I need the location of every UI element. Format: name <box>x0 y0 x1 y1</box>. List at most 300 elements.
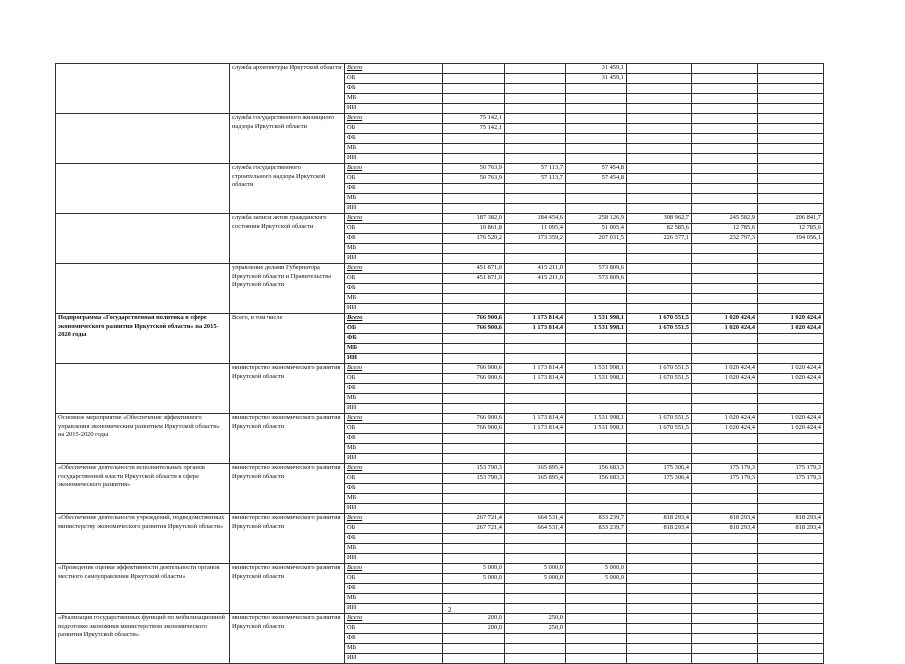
amount-cell <box>692 254 758 264</box>
amount-cell <box>443 254 505 264</box>
amount-cell <box>758 604 824 614</box>
amount-cell <box>758 544 824 554</box>
funding-source-cell: ИИ <box>345 654 443 664</box>
amount-cell <box>627 154 692 164</box>
amount-cell: 31 459,1 <box>566 64 627 74</box>
amount-cell <box>692 624 758 634</box>
amount-cell <box>505 654 566 664</box>
amount-cell <box>505 494 566 504</box>
executor-cell: министерство экономического развития Иркутской области <box>230 614 345 664</box>
executor-cell: министерство экономического развития Иркутской области <box>230 564 345 614</box>
amount-cell <box>566 604 627 614</box>
amount-cell: 187 382,0 <box>443 214 505 224</box>
amount-cell: 1 670 551,5 <box>627 324 692 334</box>
amount-cell <box>758 124 824 134</box>
amount-cell <box>758 434 824 444</box>
amount-cell <box>566 204 627 214</box>
amount-cell <box>692 304 758 314</box>
funding-source-cell: ИИ <box>345 504 443 514</box>
amount-cell: 175 306,4 <box>627 464 692 474</box>
amount-cell <box>692 334 758 344</box>
program-name-cell <box>56 264 230 314</box>
amount-cell: 766 900,6 <box>443 424 505 434</box>
amount-cell: 1 173 814,4 <box>505 314 566 324</box>
amount-cell: 5 000,0 <box>505 564 566 574</box>
amount-cell <box>505 94 566 104</box>
amount-cell <box>505 644 566 654</box>
amount-cell <box>566 284 627 294</box>
amount-cell <box>505 544 566 554</box>
funding-source-cell: ИИ <box>345 204 443 214</box>
amount-cell <box>505 154 566 164</box>
amount-cell <box>692 494 758 504</box>
program-name-cell <box>56 164 230 214</box>
amount-cell: 153 790,3 <box>443 464 505 474</box>
amount-cell <box>692 134 758 144</box>
amount-cell: 1 020 424,4 <box>758 364 824 374</box>
amount-cell <box>566 654 627 664</box>
program-name-cell: Подпрограмма «Государственная политика в сфере экономического развития Иркутской области» на 2015-2020 годы <box>56 314 230 364</box>
amount-cell <box>758 354 824 364</box>
amount-cell <box>443 384 505 394</box>
amount-cell <box>566 454 627 464</box>
amount-cell <box>627 104 692 114</box>
table-row <box>56 514 824 524</box>
funding-source-cell: МБ <box>345 144 443 154</box>
amount-cell <box>566 184 627 194</box>
amount-cell <box>627 434 692 444</box>
executor-cell: министерство экономического развития Иркутской области <box>230 364 345 414</box>
amount-cell <box>692 74 758 84</box>
amount-cell: 82 585,6 <box>627 224 692 234</box>
amount-cell <box>505 394 566 404</box>
amount-cell <box>758 534 824 544</box>
amount-cell <box>692 614 758 624</box>
funding-source-cell: ИИ <box>345 354 443 364</box>
funding-source-cell: ОБ <box>345 524 443 534</box>
funding-source-cell: ФБ <box>345 234 443 244</box>
amount-cell <box>758 104 824 114</box>
funding-source-cell: ФБ <box>345 284 443 294</box>
amount-cell <box>627 384 692 394</box>
funding-source-cell: ОБ <box>345 224 443 234</box>
funding-source-cell: Всего <box>345 564 443 574</box>
amount-cell <box>627 634 692 644</box>
amount-cell: 1 020 424,4 <box>758 314 824 324</box>
amount-cell <box>443 104 505 114</box>
amount-cell: 5 000,0 <box>443 574 505 584</box>
funding-source-cell: Всего <box>345 464 443 474</box>
amount-cell <box>692 114 758 124</box>
amount-cell: 10 861,8 <box>443 224 505 234</box>
amount-cell <box>443 434 505 444</box>
amount-cell <box>758 174 824 184</box>
amount-cell <box>505 114 566 124</box>
amount-cell: 207 031,5 <box>566 234 627 244</box>
amount-cell: 165 895,4 <box>505 464 566 474</box>
amount-cell <box>627 74 692 84</box>
amount-cell <box>443 74 505 84</box>
amount-cell <box>692 654 758 664</box>
amount-cell: 57 454,8 <box>566 164 627 174</box>
amount-cell <box>627 94 692 104</box>
program-name-cell <box>56 214 230 264</box>
amount-cell <box>443 354 505 364</box>
amount-cell <box>627 184 692 194</box>
funding-source-cell: ИИ <box>345 454 443 464</box>
amount-cell: 200,0 <box>443 614 505 624</box>
amount-cell: 156 683,3 <box>566 474 627 484</box>
amount-cell <box>566 354 627 364</box>
funding-source-cell: МБ <box>345 94 443 104</box>
amount-cell <box>758 154 824 164</box>
amount-cell <box>758 244 824 254</box>
amount-cell <box>627 274 692 284</box>
funding-source-cell: ФБ <box>345 84 443 94</box>
amount-cell <box>627 614 692 624</box>
amount-cell <box>627 654 692 664</box>
amount-cell <box>627 534 692 544</box>
table-row <box>56 64 824 74</box>
amount-cell <box>692 84 758 94</box>
funding-source-cell: Всего <box>345 264 443 274</box>
amount-cell <box>758 404 824 414</box>
amount-cell <box>566 554 627 564</box>
amount-cell <box>758 444 824 454</box>
amount-cell: 1 670 551,5 <box>627 414 692 424</box>
amount-cell: 818 293,4 <box>758 524 824 534</box>
amount-cell <box>566 404 627 414</box>
amount-cell <box>505 204 566 214</box>
amount-cell <box>758 284 824 294</box>
funding-source-cell: ФБ <box>345 184 443 194</box>
amount-cell <box>627 254 692 264</box>
funding-source-cell: ОБ <box>345 74 443 84</box>
amount-cell <box>758 344 824 354</box>
amount-cell <box>443 84 505 94</box>
amount-cell <box>627 244 692 254</box>
amount-cell: 1 173 814,4 <box>505 364 566 374</box>
amount-cell <box>758 634 824 644</box>
amount-cell <box>505 354 566 364</box>
amount-cell: 308 962,7 <box>627 214 692 224</box>
amount-cell <box>758 564 824 574</box>
amount-cell <box>505 104 566 114</box>
funding-source-cell: МБ <box>345 244 443 254</box>
amount-cell <box>758 334 824 344</box>
funding-source-cell: ИИ <box>345 154 443 164</box>
amount-cell <box>566 644 627 654</box>
amount-cell <box>758 654 824 664</box>
amount-cell: 5 000,0 <box>566 574 627 584</box>
amount-cell: 267 721,4 <box>443 514 505 524</box>
amount-cell <box>692 174 758 184</box>
program-name-cell: «Реализация государственных функций по мобилизационной подготовке экономики министерством экономического развития Иркутской области» <box>56 614 230 664</box>
funding-source-cell: МБ <box>345 594 443 604</box>
amount-cell <box>443 654 505 664</box>
amount-cell: 818 293,4 <box>627 524 692 534</box>
amount-cell: 1 670 551,5 <box>627 424 692 434</box>
amount-cell: 153 790,3 <box>443 474 505 484</box>
funding-source-cell: МБ <box>345 394 443 404</box>
amount-cell: 250,0 <box>505 614 566 624</box>
amount-cell: 156 683,3 <box>566 464 627 474</box>
amount-cell <box>627 344 692 354</box>
amount-cell: 200,0 <box>443 624 505 634</box>
amount-cell: 11 095,4 <box>505 224 566 234</box>
amount-cell <box>758 454 824 464</box>
amount-cell: 1 020 424,4 <box>758 374 824 384</box>
amount-cell <box>692 604 758 614</box>
amount-cell <box>566 594 627 604</box>
funding-source-cell: Всего <box>345 314 443 324</box>
amount-cell <box>627 194 692 204</box>
amount-cell <box>692 144 758 154</box>
amount-cell <box>505 294 566 304</box>
amount-cell <box>443 204 505 214</box>
amount-cell: 1 020 424,4 <box>758 324 824 334</box>
amount-cell: 173 359,2 <box>505 234 566 244</box>
amount-cell: 175 179,3 <box>758 474 824 484</box>
funding-source-cell: ИИ <box>345 254 443 264</box>
amount-cell: 451 871,0 <box>443 264 505 274</box>
amount-cell <box>627 304 692 314</box>
amount-cell <box>627 64 692 74</box>
amount-cell <box>692 444 758 454</box>
amount-cell <box>758 254 824 264</box>
amount-cell <box>758 64 824 74</box>
amount-cell <box>692 454 758 464</box>
amount-cell: 1 173 814,4 <box>505 324 566 334</box>
amount-cell: 1 670 551,5 <box>627 374 692 384</box>
funding-source-cell: Всего <box>345 214 443 224</box>
amount-cell <box>627 174 692 184</box>
executor-cell: министерство экономического развития Иркутской области <box>230 514 345 564</box>
program-name-cell <box>56 364 230 414</box>
amount-cell <box>443 644 505 654</box>
amount-cell <box>627 484 692 494</box>
amount-cell <box>627 264 692 274</box>
amount-cell <box>758 294 824 304</box>
amount-cell: 175 179,3 <box>692 464 758 474</box>
amount-cell <box>692 274 758 284</box>
budget-table-sheet <box>55 63 823 664</box>
amount-cell <box>627 284 692 294</box>
amount-cell <box>692 294 758 304</box>
amount-cell: 1 531 998,1 <box>566 314 627 324</box>
amount-cell <box>692 344 758 354</box>
amount-cell: 1 173 814,4 <box>505 414 566 424</box>
amount-cell: 57 113,7 <box>505 174 566 184</box>
page-number: 2 <box>448 606 452 614</box>
amount-cell <box>566 334 627 344</box>
executor-cell: министерство экономического развития Иркутской области <box>230 414 345 464</box>
amount-cell: 1 531 998,1 <box>566 364 627 374</box>
amount-cell <box>692 354 758 364</box>
amount-cell <box>566 544 627 554</box>
amount-cell <box>627 574 692 584</box>
amount-cell <box>627 644 692 654</box>
amount-cell <box>692 164 758 174</box>
amount-cell <box>505 64 566 74</box>
amount-cell <box>505 444 566 454</box>
amount-cell <box>627 624 692 634</box>
amount-cell <box>443 294 505 304</box>
amount-cell <box>627 444 692 454</box>
amount-cell <box>566 584 627 594</box>
amount-cell <box>443 344 505 354</box>
amount-cell <box>692 594 758 604</box>
amount-cell <box>627 394 692 404</box>
amount-cell <box>758 304 824 314</box>
amount-cell <box>566 144 627 154</box>
amount-cell <box>692 244 758 254</box>
amount-cell: 818 293,4 <box>692 524 758 534</box>
amount-cell <box>627 554 692 564</box>
amount-cell: 175 179,3 <box>692 474 758 484</box>
amount-cell <box>505 554 566 564</box>
program-name-cell: Основное мероприятие «Обеспечение эффективного управления экономическим развитием Иркутской области» на 2015-2020 годы <box>56 414 230 464</box>
program-name-cell: «Проведение оценки эффективности деятельности органов местного самоуправления Иркутской области» <box>56 564 230 614</box>
amount-cell: 175 179,3 <box>758 464 824 474</box>
amount-cell <box>505 254 566 264</box>
amount-cell <box>627 144 692 154</box>
table-row <box>56 164 824 174</box>
funding-source-cell: ОБ <box>345 274 443 284</box>
amount-cell <box>443 334 505 344</box>
amount-cell <box>758 484 824 494</box>
amount-cell: 1 531 998,1 <box>566 424 627 434</box>
amount-cell: 833 239,7 <box>566 524 627 534</box>
funding-source-cell: ФБ <box>345 384 443 394</box>
funding-source-cell: МБ <box>345 444 443 454</box>
funding-source-cell: ФБ <box>345 584 443 594</box>
amount-cell: 1 173 814,4 <box>505 424 566 434</box>
table-row <box>56 414 824 424</box>
amount-cell <box>505 484 566 494</box>
funding-source-cell: ФБ <box>345 134 443 144</box>
amount-cell: 1 173 814,4 <box>505 374 566 384</box>
amount-cell: 206 841,7 <box>758 214 824 224</box>
amount-cell: 5 000,0 <box>443 564 505 574</box>
amount-cell <box>505 304 566 314</box>
amount-cell <box>505 634 566 644</box>
amount-cell: 12 785,6 <box>758 224 824 234</box>
amount-cell <box>566 384 627 394</box>
amount-cell: 51 095,4 <box>566 224 627 234</box>
funding-source-cell: МБ <box>345 294 443 304</box>
executor-cell: служба государственного строительного надзора Иркутской области <box>230 164 345 214</box>
amount-cell <box>505 74 566 84</box>
amount-cell <box>692 104 758 114</box>
amount-cell <box>758 194 824 204</box>
amount-cell <box>758 84 824 94</box>
amount-cell: 1 020 424,4 <box>692 424 758 434</box>
amount-cell <box>566 104 627 114</box>
amount-cell: 176 520,2 <box>443 234 505 244</box>
amount-cell: 75 142,1 <box>443 124 505 134</box>
amount-cell: 245 582,9 <box>692 214 758 224</box>
amount-cell <box>692 644 758 654</box>
amount-cell: 766 900,6 <box>443 324 505 334</box>
amount-cell <box>758 184 824 194</box>
amount-cell: 5 000,0 <box>566 564 627 574</box>
funding-source-cell: ОБ <box>345 324 443 334</box>
amount-cell <box>505 284 566 294</box>
amount-cell <box>692 554 758 564</box>
amount-cell <box>566 244 627 254</box>
amount-cell: 833 239,7 <box>566 514 627 524</box>
amount-cell <box>505 604 566 614</box>
amount-cell <box>758 614 824 624</box>
funding-source-cell: ФБ <box>345 334 443 344</box>
amount-cell <box>692 194 758 204</box>
amount-cell <box>758 624 824 634</box>
amount-cell <box>505 244 566 254</box>
funding-source-cell: ФБ <box>345 634 443 644</box>
table-row <box>56 614 824 624</box>
executor-cell: служба архитектуры Иркутской области <box>230 64 345 114</box>
amount-cell: 194 056,1 <box>758 234 824 244</box>
amount-cell <box>627 84 692 94</box>
amount-cell <box>692 154 758 164</box>
amount-cell <box>627 564 692 574</box>
amount-cell <box>692 204 758 214</box>
amount-cell <box>566 434 627 444</box>
amount-cell <box>443 94 505 104</box>
program-name-cell: «Обеспечение деятельности учреждений, подведомственных министерству экономического развития Иркутской области» <box>56 514 230 564</box>
amount-cell: 1 020 424,4 <box>758 424 824 434</box>
amount-cell <box>566 534 627 544</box>
amount-cell <box>692 284 758 294</box>
funding-source-cell: ОБ <box>345 574 443 584</box>
amount-cell <box>692 64 758 74</box>
amount-cell: 818 293,4 <box>692 514 758 524</box>
funding-source-cell: ОБ <box>345 124 443 134</box>
amount-cell <box>758 94 824 104</box>
amount-cell: 267 721,4 <box>443 524 505 534</box>
funding-source-cell: ОБ <box>345 374 443 384</box>
program-name-cell <box>56 114 230 164</box>
funding-source-cell: МБ <box>345 194 443 204</box>
amount-cell: 1 020 424,4 <box>692 314 758 324</box>
amount-cell: 664 531,4 <box>505 514 566 524</box>
amount-cell: 5 000,0 <box>505 574 566 584</box>
table-row <box>56 564 824 574</box>
amount-cell <box>692 584 758 594</box>
funding-source-cell: ИИ <box>345 104 443 114</box>
amount-cell <box>758 114 824 124</box>
funding-source-cell: ОБ <box>345 474 443 484</box>
amount-cell: 184 454,6 <box>505 214 566 224</box>
amount-cell <box>627 544 692 554</box>
amount-cell: 1 020 424,4 <box>692 414 758 424</box>
executor-cell: служба государственного жилищного надзора Иркутской области <box>230 114 345 164</box>
amount-cell <box>692 534 758 544</box>
amount-cell <box>443 284 505 294</box>
funding-source-cell: ИИ <box>345 554 443 564</box>
amount-cell <box>566 134 627 144</box>
executor-cell: служба записи актов гражданского состояния Иркутской области <box>230 214 345 264</box>
amount-cell: 50 763,9 <box>443 164 505 174</box>
executor-cell: министерство экономического развития Иркутской области <box>230 464 345 514</box>
funding-source-cell: ОБ <box>345 624 443 634</box>
amount-cell <box>566 154 627 164</box>
amount-cell <box>566 484 627 494</box>
amount-cell <box>692 394 758 404</box>
amount-cell <box>692 544 758 554</box>
amount-cell <box>505 194 566 204</box>
